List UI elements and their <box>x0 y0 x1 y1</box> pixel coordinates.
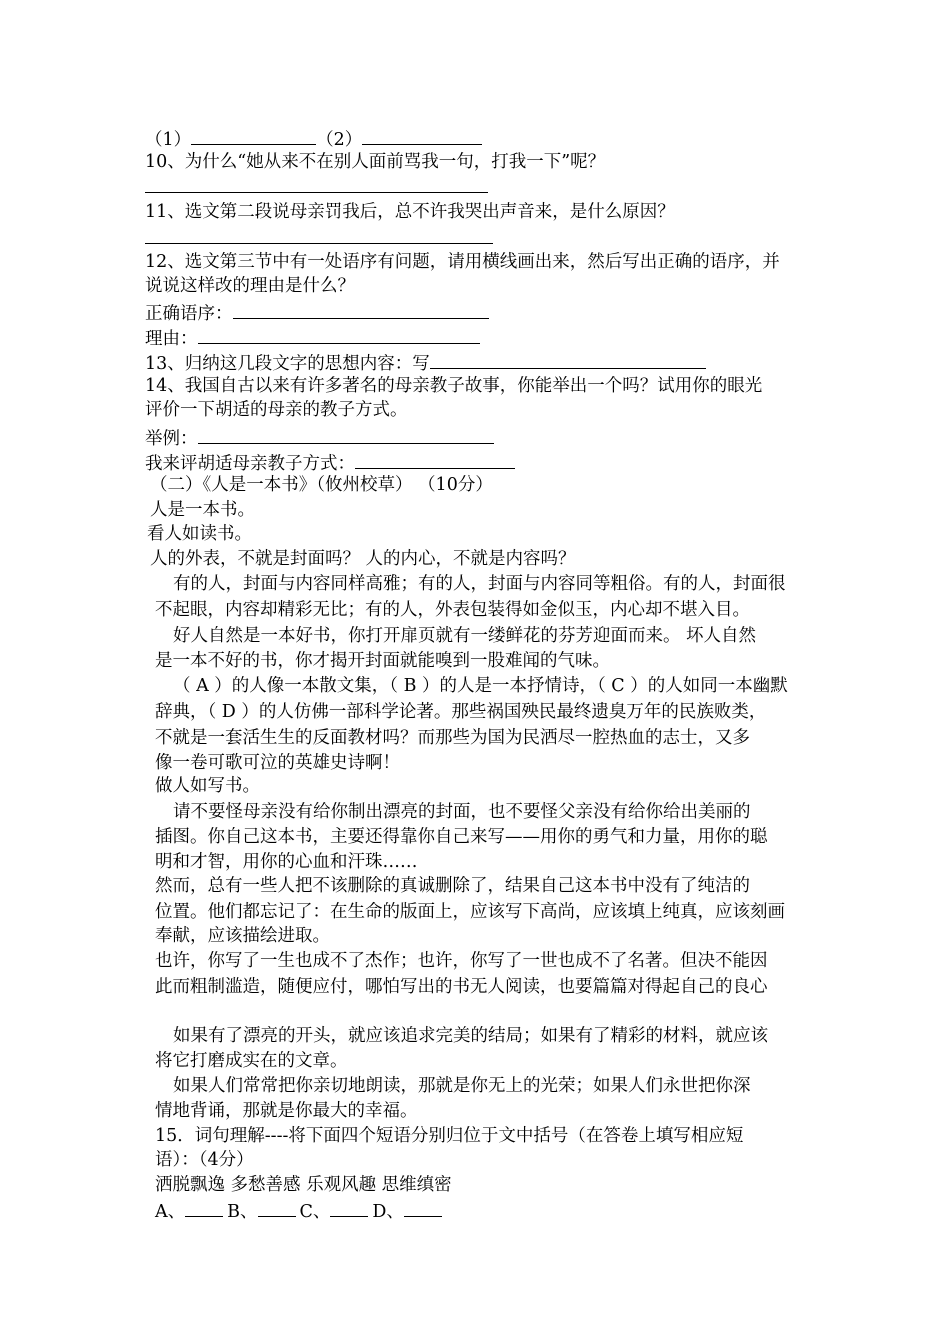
passage-line: 人的外表，不就是封面吗？ 人的内心，不就是内容吗？ <box>150 549 576 569</box>
passage-line: 不起眼，内容却精彩无比；有的人，外表包装得如金似玉，内心却不堪入目。 <box>155 600 750 620</box>
passage-line: 好人自然是一本好书，你打开扉页就有一缕鲜花的芬芳迎面而来。 坏人自然 <box>173 626 757 646</box>
q14-comment-label: 我来评胡适母亲教子方式： <box>145 454 355 474</box>
question-13-text: 13、归纳这几段文字的思想内容：写 <box>145 354 430 374</box>
answer-line[interactable] <box>145 192 488 193</box>
question-15: 15．词句理解----将下面四个短语分别归位于文中括号（在答卷上填写相应短 <box>155 1126 744 1146</box>
answer-blank-d[interactable] <box>404 1197 442 1217</box>
q9-label-2: （2） <box>316 130 363 150</box>
passage-line: 然而，总有一些人把不该删除的真诚删除了，结果自己这本书中没有了纯洁的 <box>155 876 750 896</box>
passage-line: 辞典，（ D ）的人仿佛一部科学论著。那些祸国殃民最终遗臭万年的民族败类， <box>155 702 767 722</box>
passage-line: 看人如读书。 <box>147 524 252 544</box>
passage-line: 位置。他们都忘记了：在生命的版面上，应该写下高尚，应该填上纯真，应该刻画 <box>155 902 785 922</box>
answer-blank[interactable] <box>198 424 494 444</box>
question-12: 12、选文第三节中有一处语序有问题，请用横线画出来，然后写出正确的语序，并 <box>145 252 780 272</box>
question-14-cont: 评价一下胡适的母亲的教子方式。 <box>145 400 408 420</box>
answer-blank[interactable] <box>198 324 480 344</box>
passage-line: 情地背诵，那就是你最大的幸福。 <box>155 1101 418 1121</box>
answer-line[interactable] <box>145 243 493 244</box>
q12-correct-order <box>145 299 489 326</box>
answer-blank[interactable] <box>362 125 482 145</box>
passage-line: 有的人，封面与内容同样高雅；有的人，封面与内容同等粗俗。有的人，封面很 <box>173 574 786 594</box>
answer-label-a: A、 <box>155 1202 186 1222</box>
q14-example-label: 举例： <box>145 429 198 449</box>
question-15-cont: 语）：（4分） <box>155 1150 254 1170</box>
q12-reason <box>145 324 480 351</box>
question-11: 11、选文第二段说母亲罚我后，总不许我哭出声音来，是什么原因？ <box>145 202 675 222</box>
q15-answer-line <box>155 1197 442 1224</box>
answer-blank-a[interactable] <box>185 1197 223 1217</box>
question-14: 14、我国自古以来有许多著名的母亲教子故事，你能举出一个吗？试用你的眼光 <box>145 376 763 396</box>
question-13 <box>145 349 706 376</box>
question-10: 10、为什么“她从来不在别人面前骂我一句，打我一下”呢？ <box>145 152 606 172</box>
passage-line: 将它打磨成实在的文章。 <box>155 1051 348 1071</box>
passage-line: （ A ）的人像一本散文集，（ B ）的人是一本抒情诗，（ C ）的人如同一本幽默 <box>173 676 788 696</box>
answer-blank-b[interactable] <box>258 1197 296 1217</box>
passage-line: 像一卷可歌可泣的英雄史诗啊！ <box>155 753 400 773</box>
q9-answer-line <box>145 125 482 152</box>
passage-line: 做人如写书。 <box>155 776 260 796</box>
q14-comment <box>145 449 515 476</box>
answer-blank[interactable] <box>233 299 489 319</box>
phrase-options: 洒脱飘逸 多愁善感 乐观风趣 思维缜密 <box>155 1175 452 1195</box>
answer-label-b: B、 <box>227 1202 258 1222</box>
answer-label-c: C、 <box>299 1202 331 1222</box>
answer-blank[interactable] <box>430 349 706 369</box>
passage-line: 插图。你自己这本书，主要还得靠你自己来写——用你的勇气和力量，用你的聪 <box>155 827 768 847</box>
q12-reason-label: 理由： <box>145 329 198 349</box>
passage-line: 此而粗制滥造，随便应付，哪怕写出的书无人阅读，也要篇篇对得起自己的良心 <box>155 977 768 997</box>
answer-blank[interactable] <box>191 125 316 145</box>
passage-line: 人是一本书。 <box>150 500 255 520</box>
passage-line: 也许，你写了一生也成不了杰作；也许，你写了一世也成不了名著。但决不能因 <box>155 951 768 971</box>
passage-line: 如果有了漂亮的开头，就应该追求完美的结局；如果有了精彩的材料，就应该 <box>173 1026 768 1046</box>
answer-label-d: D、 <box>372 1202 404 1222</box>
q9-label-1: （1） <box>145 130 192 150</box>
passage-line: 是一本不好的书，你才揭开封面就能嗅到一股难闻的气味。 <box>155 651 610 671</box>
passage-line: 明和才智，用你的心血和汗珠…… <box>155 852 418 872</box>
answer-blank-c[interactable] <box>330 1197 368 1217</box>
q14-example <box>145 424 494 451</box>
passage-line: 请不要怪母亲没有给你制出漂亮的封面，也不要怪父亲没有给你给出美丽的 <box>173 802 751 822</box>
passage-line: 奉献，应该描绘进取。 <box>155 926 330 946</box>
q12-correct-label: 正确语序： <box>145 304 233 324</box>
passage-line: 如果人们常常把你亲切地朗读，那就是你无上的光荣；如果人们永世把你深 <box>173 1076 751 1096</box>
passage-line: 不就是一套活生生的反面教材吗？而那些为国为民洒尽一腔热血的志士，又多 <box>155 728 750 748</box>
section-heading: （二）《人是一本书》（攸州校草） （10分） <box>150 475 493 495</box>
question-12-cont: 说说这样改的理由是什么？ <box>145 276 355 296</box>
answer-blank[interactable] <box>355 449 515 469</box>
